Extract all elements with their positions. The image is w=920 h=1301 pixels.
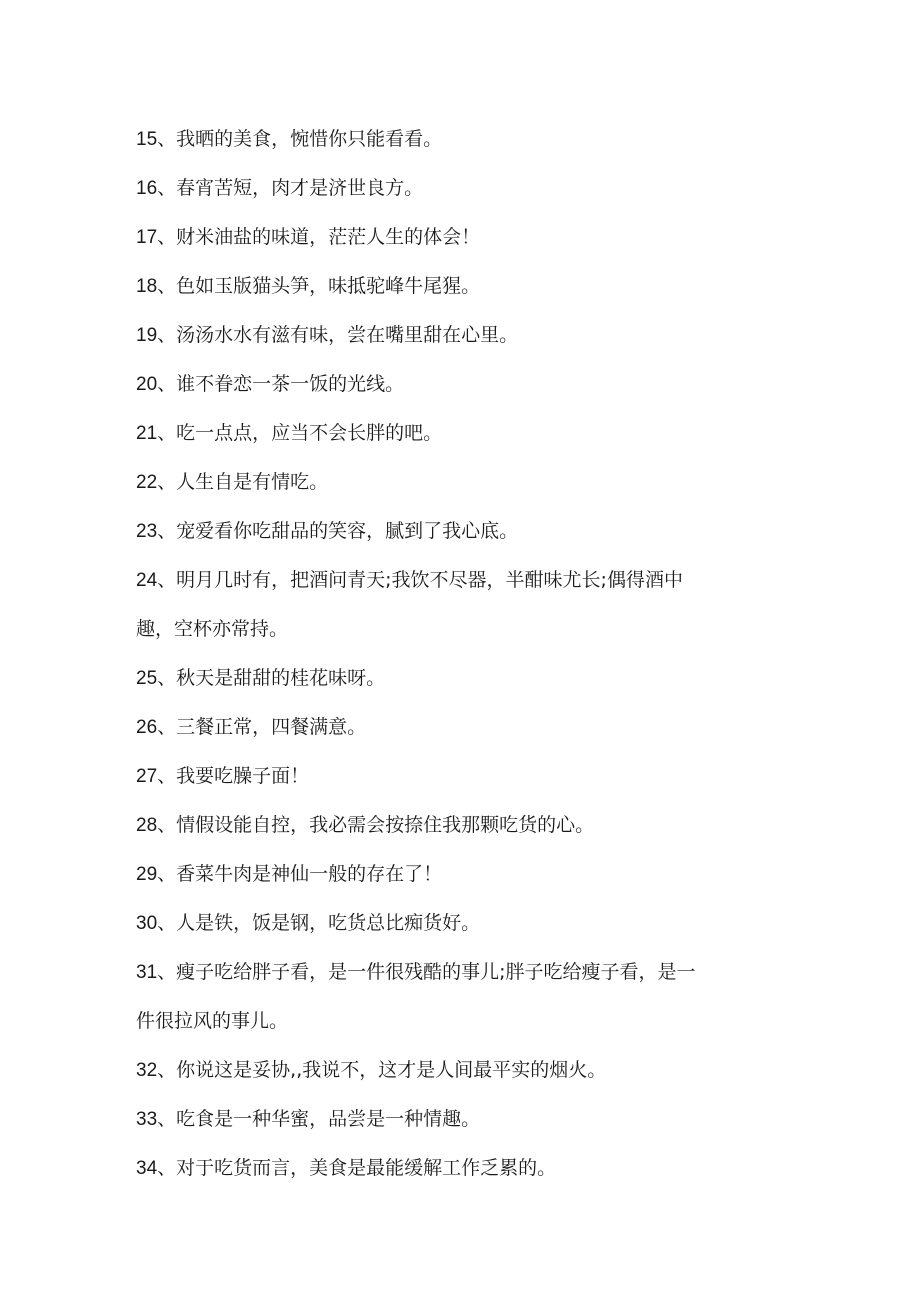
item-text: 秋天是甜甜的桂花味呀。 (176, 667, 386, 689)
item-number: 31 (136, 962, 158, 983)
item-number: 33 (136, 1109, 158, 1130)
list-item (136, 458, 786, 507)
list-item (136, 311, 786, 360)
item-number: 20 (136, 374, 158, 395)
item-separator: 、 (157, 1108, 177, 1130)
list-item (136, 703, 786, 752)
item-separator: 、 (157, 569, 177, 591)
item-number: 15 (136, 129, 158, 150)
item-text: 吃一点点，应当不会长胖的吧。 (176, 422, 443, 444)
list-item (136, 801, 786, 850)
item-text: 色如玉版猫头笋，味抵驼峰牛尾猩。 (176, 275, 481, 297)
item-separator: 、 (157, 324, 177, 346)
item-separator: 、 (157, 471, 177, 493)
item-separator: 、 (157, 814, 177, 836)
item-separator: 、 (157, 912, 177, 934)
item-separator: 、 (157, 373, 177, 395)
item-separator: 、 (157, 226, 177, 248)
item-separator: 、 (157, 961, 177, 983)
list-item (136, 409, 786, 458)
item-number: 16 (136, 178, 158, 199)
item-separator: 、 (157, 1157, 177, 1179)
item-separator: 、 (157, 765, 177, 787)
item-number: 30 (136, 913, 158, 934)
item-separator: 、 (157, 1059, 177, 1081)
item-separator: 、 (157, 716, 177, 738)
list-item (136, 213, 786, 262)
item-number: 18 (136, 276, 158, 297)
item-text: 我要吃臊子面！ (176, 765, 310, 787)
item-number: 22 (136, 472, 158, 493)
item-separator: 、 (157, 422, 177, 444)
list-item-continuation (136, 997, 786, 1046)
item-text: 香菜牛肉是神仙一般的存在了！ (176, 863, 443, 885)
item-number: 17 (136, 227, 158, 248)
item-number: 29 (136, 864, 158, 885)
list-item (136, 164, 786, 213)
item-text: 人是铁，饭是钢，吃货总比痴货好。 (176, 912, 481, 934)
list-item (136, 556, 786, 605)
item-separator: 、 (157, 667, 177, 689)
list-item (136, 1144, 786, 1193)
item-separator: 、 (157, 177, 177, 199)
item-text: 对于吃货而言，美食是最能缓解工作乏累的。 (176, 1157, 557, 1179)
list-item (136, 899, 786, 948)
list-item (136, 654, 786, 703)
item-separator: 、 (157, 863, 177, 885)
list-item-continuation (136, 605, 786, 654)
item-text: 宠爱看你吃甜品的笑容，腻到了我心底。 (176, 520, 519, 542)
list-item (136, 1046, 786, 1095)
item-number: 32 (136, 1060, 158, 1081)
item-number: 26 (136, 717, 158, 738)
item-text: 明月几时有，把酒问青天;我饮不尽器，半酣味尤长;偶得酒中 (176, 569, 683, 591)
item-number: 21 (136, 423, 158, 444)
item-number: 23 (136, 521, 158, 542)
list-item (136, 752, 786, 801)
item-separator: 、 (157, 275, 177, 297)
item-text: 我晒的美食，惋惜你只能看看。 (176, 128, 443, 150)
list-item (136, 507, 786, 556)
item-number: 34 (136, 1158, 158, 1179)
item-number: 19 (136, 325, 158, 346)
item-text: 汤汤水水有滋有味，尝在嘴里甜在心里。 (176, 324, 519, 346)
item-separator: 、 (157, 520, 177, 542)
item-text: 情假设能自控，我必需会按捺住我那颗吃货的心。 (176, 814, 595, 836)
item-separator: 、 (157, 128, 177, 150)
item-text: 你说这是妥协,,我说不，这才是人间最平实的烟火。 (176, 1059, 607, 1081)
list-item (136, 850, 786, 899)
list-item (136, 262, 786, 311)
item-text: 吃食是一种华蜜，品尝是一种情趣。 (176, 1108, 481, 1130)
item-text: 件很拉风的事儿。 (136, 1010, 289, 1032)
list-item (136, 360, 786, 409)
list-item (136, 1095, 786, 1144)
item-text: 谁不眷恋一茶一饭的光线。 (176, 373, 405, 395)
item-number: 28 (136, 815, 158, 836)
item-text: 瘦子吃给胖子看，是一件很残酷的事儿;胖子吃给瘦子看，是一 (176, 961, 696, 983)
item-text: 春宵苦短，肉才是济世良方。 (176, 177, 424, 199)
item-number: 24 (136, 570, 158, 591)
item-text: 三餐正常，四餐满意。 (176, 716, 367, 738)
list-item (136, 115, 786, 164)
item-number: 25 (136, 668, 158, 689)
item-text: 人生自是有情吃。 (176, 471, 329, 493)
item-number: 27 (136, 766, 158, 787)
list-item (136, 948, 786, 997)
item-text: 趣，空杯亦常持。 (136, 618, 289, 640)
item-text: 财米油盐的味道，茫茫人生的体会！ (176, 226, 481, 248)
